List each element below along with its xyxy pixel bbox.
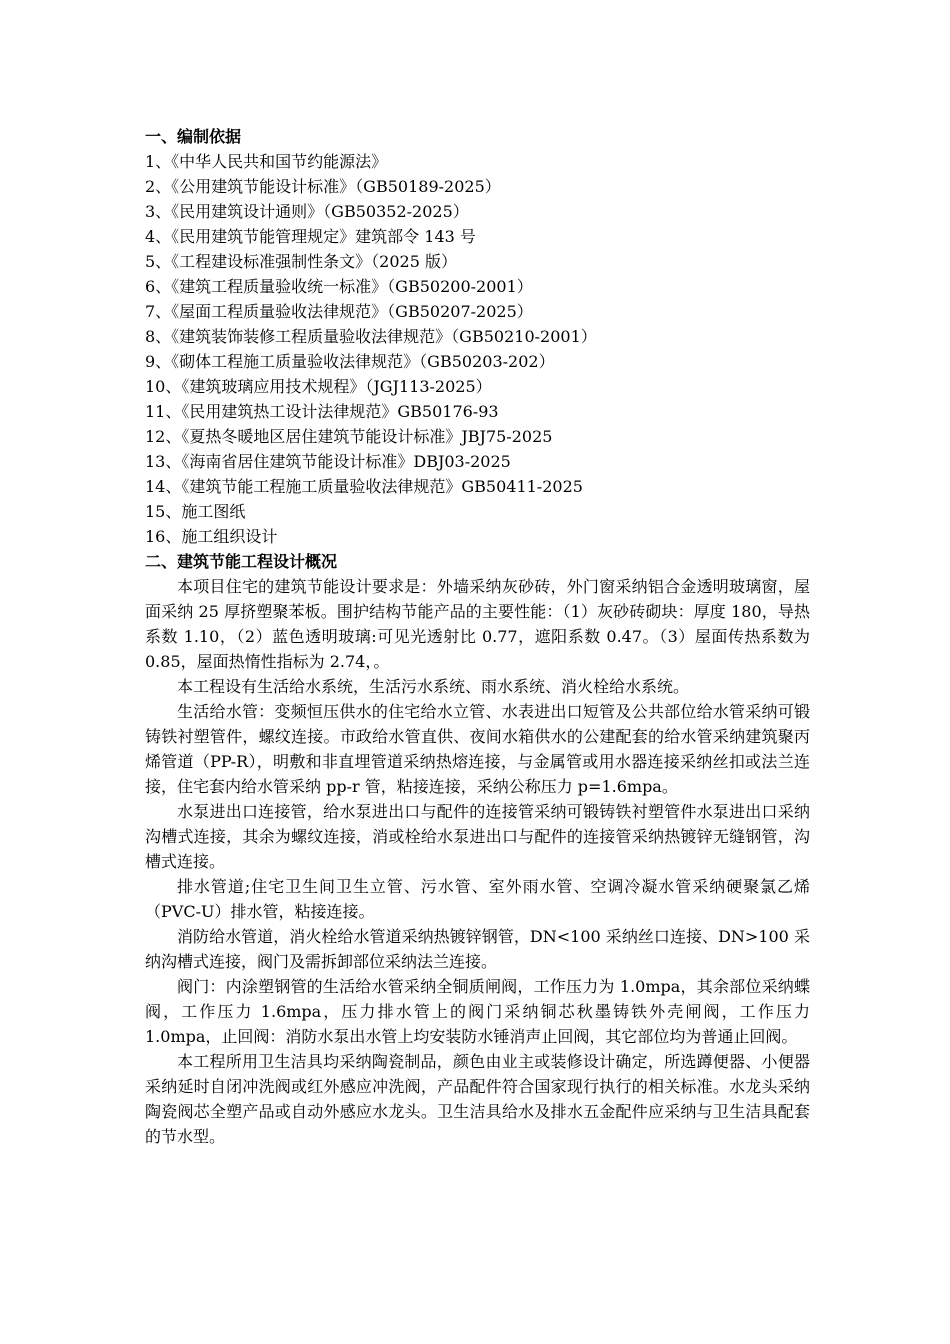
paragraph-drainage: 排水管道;住宅卫生间卫生立管、污水管、室外雨水管、空调冷凝水管采纳硬聚氯乙烯（PVC-U）排水管，粘接连接。 — [145, 877, 810, 921]
paragraph-envelope: 本项目住宅的建筑节能设计要求是：外墙采纳灰砂砖，外门窗采纳铝合金透明玻璃窗，屋面采纳 25 厚挤塑聚苯板。围护结构节能产品的主要性能：（1）灰砂砖砌块：厚度 180，导热系数 1.10，（2）蓝色透明玻璃:可见光透射比 0.77，遮阳系数 0.47。（3）屋面传热系数为 0.85，屋面热惰性指标为 2.74，。 — [145, 577, 810, 671]
list-item: 13、《海南省居住建筑节能设计标准》DBJ03-2025 — [145, 452, 511, 471]
section-heading-overview: 二、建筑节能工程设计概况 — [145, 552, 338, 571]
paragraph-water-supply: 生活给水管：变频恒压供水的住宅给水立管、水表进出口短管及公共部位给水管采纳可锻铸铁衬塑管件，螺纹连接。市政给水管直供、夜间水箱供水的公建配套的给水管采纳建筑聚丙烯管道（PP-R），明敷和非直埋管道采纳热熔连接，与金属管或用水器连接采纳丝扣或法兰连接，住宅套内给水管采纳 pp-r 管，粘接连接，采纳公称压力 p=1.6mpa。 — [145, 702, 810, 796]
paragraph-systems: 本工程设有生活给水系统，生活污水系统、雨水系统、消火栓给水系统。 — [177, 677, 690, 696]
list-item: 9、《砌体工程施工质量验收法律规范》（GB50203-202） — [145, 352, 555, 371]
list-item: 5、《工程建设标准强制性条文》（2025 版） — [145, 252, 457, 271]
list-item: 2、《公用建筑节能设计标准》（GB50189-2025） — [145, 177, 501, 196]
paragraph-pump-pipes: 水泵进出口连接管，给水泵进出口与配件的连接管采纳可锻铸铁衬塑管件水泵进出口采纳沟槽式连接，其余为螺纹连接，消或栓给水泵进出口与配件的连接管采纳热镀锌无缝钢管，沟槽式连接。 — [145, 802, 810, 871]
list-item: 11、《民用建筑热工设计法律规范》GB50176-93 — [145, 402, 499, 421]
list-item: 10、《建筑玻璃应用技术规程》（JGJ113-2025） — [145, 377, 492, 396]
list-item: 1、《中华人民共和国节约能源法》 — [145, 152, 388, 171]
paragraph-sanitary: 本工程所用卫生洁具均采纳陶瓷制品，颜色由业主或装修设计确定，所选蹲便器、小便器采纳延时自闭冲洗阀或红外感应冲洗阀，产品配件符合国家现行执行的相关标准。水龙头采纳陶瓷阀芯全塑产品或自动外感应水龙头。卫生洁具给水及排水五金配件应采纳与卫生洁具配套的节水型。 — [145, 1052, 810, 1146]
paragraph-fire-water: 消防给水管道，消火栓给水管道采纳热镀锌钢管，DN<100 采纳丝口连接、DN>100 采纳沟槽式连接，阀门及需拆卸部位采纳法兰连接。 — [145, 927, 810, 971]
paragraph-valves: 阀门：内涂塑钢管的生活给水管采纳全铜质闸阀，工作压力为 1.0mpa，其余部位采纳蝶阀，工作压力 1.6mpa，压力排水管上的阀门采纳铜芯秋墨铸铁外壳闸阀，工作压力 1.0mpa，止回阀：消防水泵出水管上均安装防水锤消声止回阀，其它部位均为普通止回阀。 — [145, 977, 810, 1046]
list-item: 7、《屋面工程质量验收法律规范》（GB50207-2025） — [145, 302, 533, 321]
list-item: 4、《民用建筑节能管理规定》建筑部令 143 号 — [145, 227, 476, 246]
list-item: 3、《民用建筑设计通则》（GB50352-2025） — [145, 202, 469, 221]
reference-list — [145, 149, 810, 549]
list-item: 12、《夏热冬暖地区居住建筑节能设计标准》JBJ75-2025 — [145, 427, 553, 446]
section-heading-basis: 一、编制依据 — [145, 127, 242, 146]
document-body — [145, 124, 810, 1149]
list-item: 14、《建筑节能工程施工质量验收法律规范》GB50411-2025 — [145, 477, 583, 496]
list-item: 6、《建筑工程质量验收统一标准》（GB50200-2001） — [145, 277, 533, 296]
list-item: 16、施工组织设计 — [145, 527, 278, 546]
list-item: 8、《建筑装饰装修工程质量验收法律规范》（GB50210-2001） — [145, 327, 597, 346]
list-item: 15、施工图纸 — [145, 502, 246, 521]
